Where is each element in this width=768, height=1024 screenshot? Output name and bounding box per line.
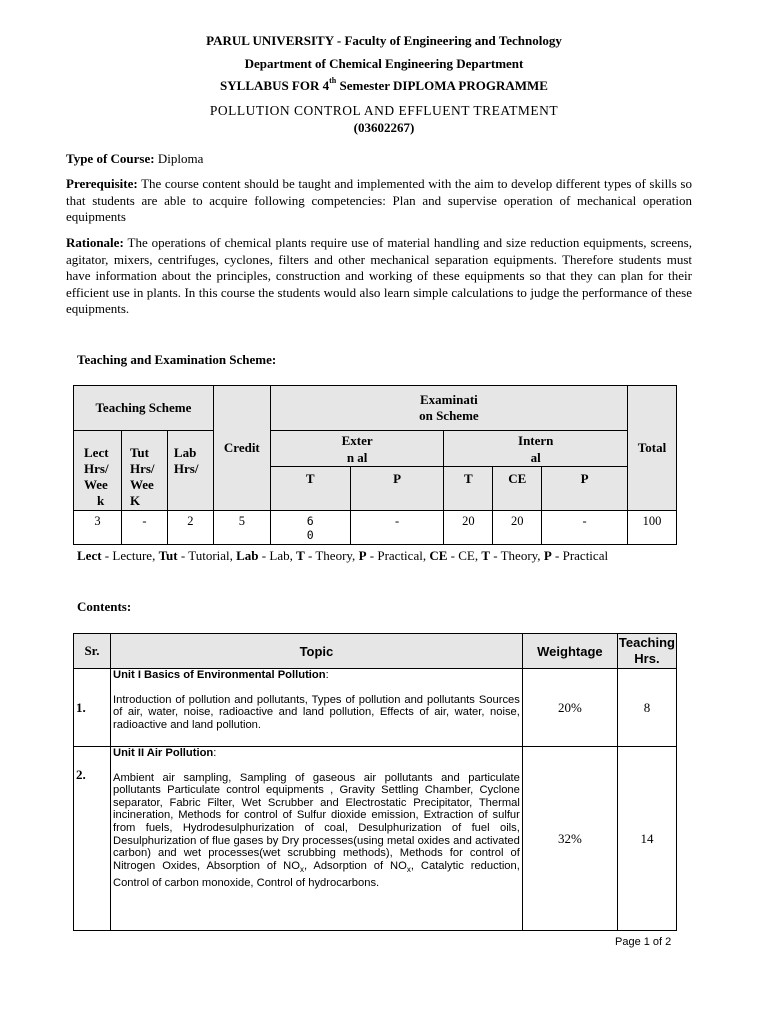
internal-theory-value: 20	[444, 511, 493, 545]
row-sr: 1.	[74, 669, 111, 747]
exam-scheme-header: Examinati on Scheme	[270, 386, 627, 431]
rationale-paragraph: Rationale: The operations of chemical plants require use of material handling and size reduction equipments, screens, agitator, mixers, centrifuges, cyclones, filters and other mechanical separation equipments. Therefore students must have information about the principles, construction and working of these equipments so that they can plan for their efficient use in plants. In this course the students would also learn simple calculations to judge the performance of these equipments.	[66, 235, 692, 316]
external-theory-value: 6 0	[270, 511, 350, 545]
row-sr: 2.	[74, 747, 111, 931]
internal-ce-value: 20	[493, 511, 542, 545]
lab-hours-header: Lab Hrs/	[167, 431, 213, 511]
sr-header: Sr.	[74, 634, 111, 669]
internal-header: Intern al	[444, 431, 628, 467]
contents-table	[73, 633, 677, 931]
row-topic: Unit I Basics of Environmental Pollution: Introduction of pollution and pollutants, Types of pollution and pollutants Sources of air, water, noise, radioactive and land pollution, Effects of air, water, noise, radioactive and land pollution.	[110, 669, 522, 747]
table-row	[74, 747, 677, 931]
external-header: Exter n al	[270, 431, 444, 467]
credit-header: Credit	[213, 386, 270, 511]
scheme-section-title: Teaching and Examination Scheme:	[77, 352, 277, 367]
teaching-exam-scheme-table	[73, 385, 677, 545]
contents-title: Contents:	[77, 599, 132, 614]
tutorial-hours-value: -	[121, 511, 167, 545]
course-code: (03602267)	[353, 120, 415, 135]
total-value: 100	[628, 511, 677, 545]
department-heading: Department of Chemical Engineering Department	[244, 56, 524, 71]
external-practical-value: -	[350, 511, 444, 545]
internal-practical-value: -	[542, 511, 628, 545]
credit-value: 5	[213, 511, 270, 545]
teaching-scheme-header: Teaching Scheme	[74, 386, 214, 431]
weightage-header: Weightage	[522, 634, 617, 669]
internal-practical-header: P	[542, 467, 628, 511]
topic-header: Topic	[110, 634, 522, 669]
lecture-hours-header: Lect Hrs/ Wee k	[74, 431, 122, 511]
university-heading: PARUL UNIVERSITY - Faculty of Engineering and Technology	[206, 33, 562, 48]
type-of-course: Type of Course: Diploma	[66, 151, 204, 166]
row-hours: 8	[617, 669, 676, 747]
external-practical-header: P	[350, 467, 444, 511]
syllabus-heading: SYLLABUS FOR 4th Semester DIPLOMA PROGRAMME	[220, 76, 548, 93]
prerequisite-paragraph: Prerequisite: The course content should be taught and implemented with the aim to develop different types of skills so that students are able to acquire following competencies: Plan and supervise operation of mechanical operation equipments	[66, 176, 692, 224]
row-hours: 14	[617, 747, 676, 931]
lecture-hours-value: 3	[74, 511, 122, 545]
internal-theory-header: T	[444, 467, 493, 511]
abbreviation-legend: Lect - Lecture, Tut - Tutorial, Lab - Lab, T - Theory, P - Practical, CE - CE, T - Theory, P - Practical	[77, 548, 609, 563]
lab-hours-value: 2	[167, 511, 213, 545]
course-title: POLLUTION CONTROL AND EFFLUENT TREATMENT	[209, 103, 559, 118]
row-weightage: 20%	[522, 669, 617, 747]
external-theory-header: T	[270, 467, 350, 511]
teaching-hours-header: Teaching Hrs.	[617, 634, 676, 669]
page-number: Page 1 of 2	[615, 936, 672, 948]
internal-ce-header: CE	[493, 467, 542, 511]
row-weightage: 32%	[522, 747, 617, 931]
total-header: Total	[628, 386, 677, 511]
row-topic: Unit II Air Pollution: Ambient air sampling, Sampling of gaseous air pollutants and particulate pollutants Particulate control equipments , Gravity Settling Chamber, Cyclone separator, Fabric Filter, Wet Scrubber and Electrostatic Precipitator, Thermal incineration, Methods for control of Sulfur dioxide emission, Extraction of sulfur from fuels, Hydrodesulphurization of coal, Desulphurization of fuel oils, Desulphurization of flue gases by Dry processes(using metal oxides and activated carbon) and wet processes(wet scrubbing methods), Methods for control of Nitrogen Oxides, Absorption of $NO_x$, Adsorption of $NO_x$, Catalytic reduction, Control of carbon monoxide, Control of hydrocarbons.	[110, 747, 522, 931]
tutorial-hours-header: Tut Hrs/ Wee K	[121, 431, 167, 511]
table-row	[74, 669, 677, 747]
